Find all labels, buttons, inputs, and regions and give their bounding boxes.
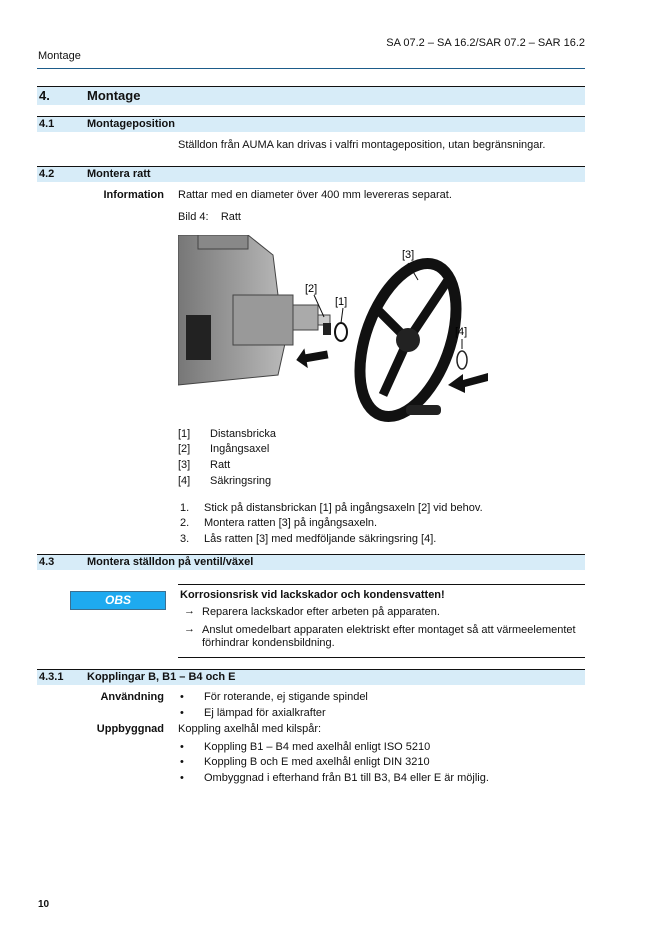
paragraph: Rattar med en diameter över 400 mm levereras separat. bbox=[178, 189, 452, 201]
bullet-icon: • bbox=[180, 691, 184, 703]
list-item: För roterande, ej stigande spindel bbox=[204, 691, 368, 703]
legend-text: Distansbricka bbox=[210, 428, 277, 440]
notice-title: Korrosionsrisk vid lackskador och kondensvatten! bbox=[180, 589, 445, 601]
legend-text: Ingångsaxel bbox=[210, 443, 270, 455]
section-number: 4.3.1 bbox=[39, 671, 64, 683]
legend-number: [3] bbox=[178, 459, 191, 471]
step-number: 3. bbox=[180, 533, 190, 545]
notice-item: Reparera lackskador efter arbeten på apparaten. bbox=[202, 606, 440, 618]
bullet-icon: • bbox=[180, 756, 184, 768]
section-title: Montageposition bbox=[87, 118, 175, 130]
callout-3: [3] bbox=[402, 249, 415, 261]
section-4-heading bbox=[37, 86, 585, 105]
callout-2: [2] bbox=[305, 283, 318, 295]
arrow-icon: → bbox=[184, 605, 195, 617]
header-product: SA 07.2 – SA 16.2/SAR 07.2 – SAR 16.2 bbox=[386, 37, 585, 49]
section-number: 4.3 bbox=[39, 556, 55, 568]
list-item: Ej lämpad för axialkrafter bbox=[204, 707, 326, 719]
section-4-1-heading bbox=[37, 116, 585, 132]
section-4-3-heading bbox=[37, 554, 585, 570]
step-text: Montera ratten [3] på ingångsaxeln. bbox=[204, 517, 378, 529]
bullet-icon: • bbox=[180, 741, 184, 753]
legend-number: [1] bbox=[178, 428, 191, 440]
section-4-3-1-heading bbox=[37, 669, 585, 685]
section-title: Montera ratt bbox=[87, 168, 151, 180]
header-chapter: Montage bbox=[38, 50, 81, 62]
handwheel-figure bbox=[178, 235, 488, 430]
arrow-icon: → bbox=[184, 623, 195, 635]
header-rule bbox=[37, 68, 585, 69]
section-4-2-heading bbox=[37, 166, 585, 182]
legend-number: [4] bbox=[178, 475, 191, 487]
paragraph: Ställdon från AUMA kan drivas i valfri montageposition, utan begränsningar. bbox=[178, 139, 546, 151]
notice-item-cont: förhindrar kondensbildning. bbox=[202, 637, 335, 649]
side-label: Användning bbox=[100, 691, 164, 703]
bullet-icon: • bbox=[180, 772, 184, 784]
side-label: Information bbox=[103, 189, 164, 201]
step-text: Stick på distansbrickan [1] på ingångsaxeln [2] vid behov. bbox=[204, 502, 483, 514]
figure-caption bbox=[178, 211, 241, 223]
bullet-icon: • bbox=[180, 707, 184, 719]
notice-top-rule bbox=[178, 584, 585, 585]
section-title: Montage bbox=[87, 88, 141, 103]
notice-item: Anslut omedelbart apparaten elektriskt efter montaget så att värmeelementet bbox=[202, 624, 576, 636]
obs-badge: OBS bbox=[70, 591, 166, 610]
list-item: Ombyggnad i efterhand från B1 till B3, B4 eller E är möjlig. bbox=[204, 772, 489, 784]
section-title: Montera ställdon på ventil/växel bbox=[87, 556, 254, 568]
section-number: 4.1 bbox=[39, 118, 55, 130]
section-title: Kopplingar B, B1 – B4 och E bbox=[87, 671, 236, 683]
figure-title: Ratt bbox=[220, 211, 241, 223]
paragraph: Koppling axelhål med kilspår: bbox=[178, 723, 322, 735]
callout-4: [4] bbox=[455, 326, 468, 338]
notice-bottom-rule bbox=[178, 657, 585, 658]
page-number: 10 bbox=[38, 899, 50, 910]
step-text: Lås ratten [3] med medföljande säkringsring [4]. bbox=[204, 533, 437, 545]
list-item: Koppling B1 – B4 med axelhål enligt ISO 5210 bbox=[204, 741, 431, 753]
step-number: 1. bbox=[180, 502, 190, 514]
side-label: Uppbyggnad bbox=[96, 723, 164, 735]
figure-label: Bild 4: bbox=[178, 211, 209, 223]
legend-text: Säkringsring bbox=[210, 475, 272, 487]
step-number: 2. bbox=[180, 517, 190, 529]
callout-1: [1] bbox=[335, 296, 348, 308]
list-item: Koppling B och E med axelhål enligt DIN 3210 bbox=[204, 756, 430, 768]
section-number: 4.2 bbox=[39, 168, 55, 180]
section-number: 4. bbox=[39, 88, 50, 103]
legend-number: [2] bbox=[178, 443, 191, 455]
legend-text: Ratt bbox=[210, 459, 231, 471]
